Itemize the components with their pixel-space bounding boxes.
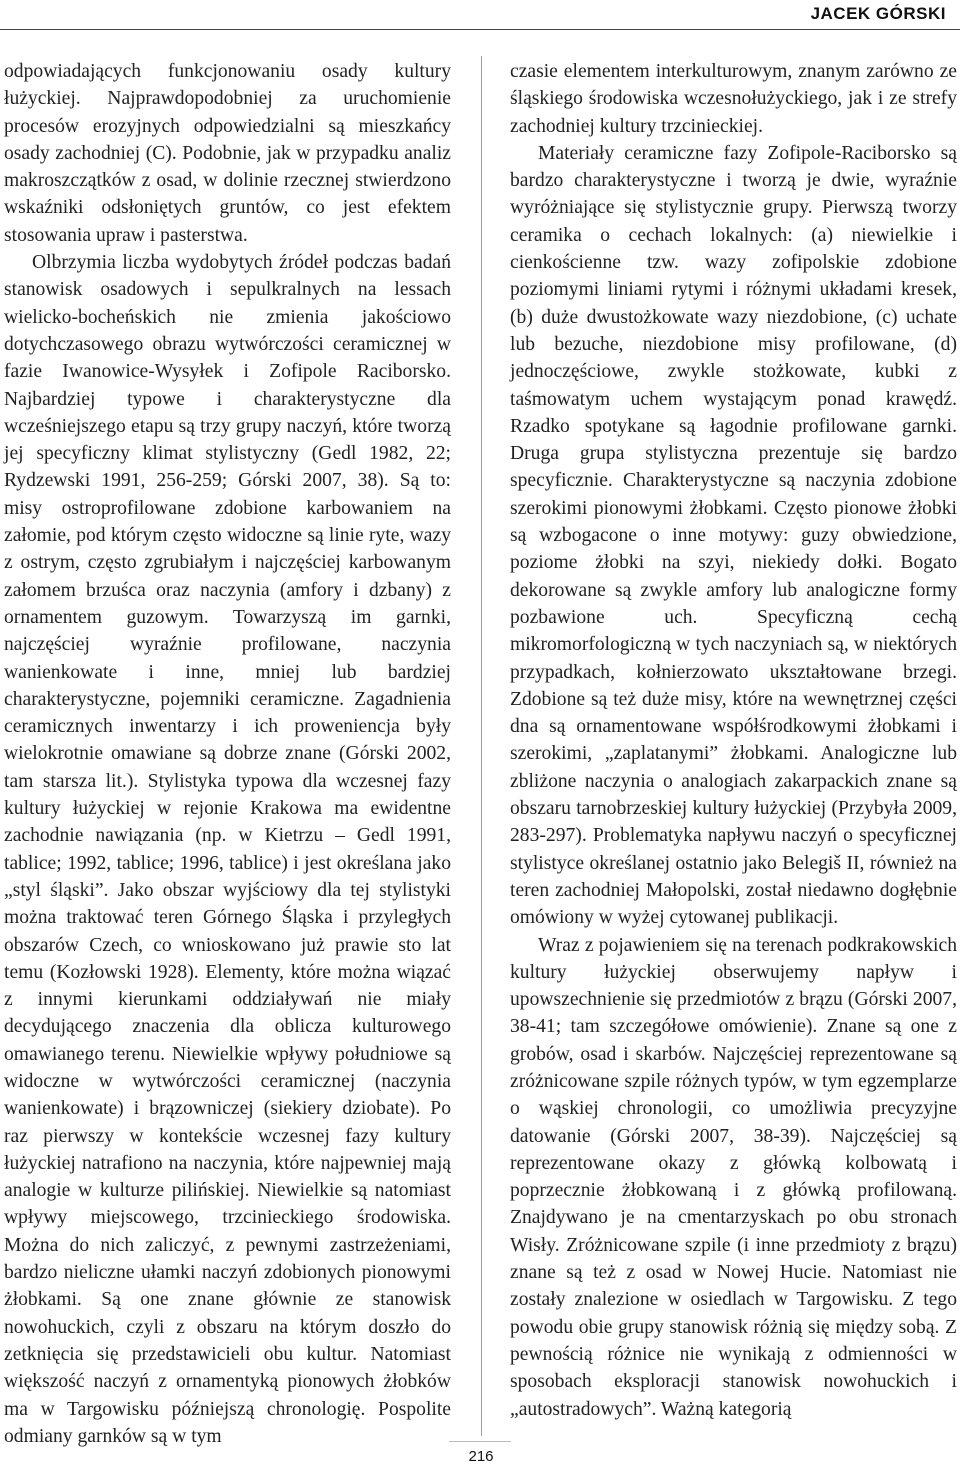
page-number: 216 [468,1448,494,1465]
running-header [0,0,960,30]
left-paragraph-1: odpowiadających funkcjonowaniu osady kultury łużyckiej. Najprawdopodobniej za uruchomienie procesów erozyjnych odpowiedzialni są mieszkańcy osady zachodniej (C). Podobnie, jak w przypadku analiz makroszczątków z osad, w dolinie rzecznej stwierdzono wskaźniki odsłoniętych gruntów, co jest efektem stosowania upraw i pasterstwa. [4,61,451,246]
right-text-column [510,58,957,1423]
footer-rule [449,1441,511,1442]
header-author: JACEK GÓRSKI [810,4,946,23]
right-paragraph-3: Wraz z pojawieniem się na terenach podkrakowskich kultury łużyckiej obserwujemy napływ i upowszechnienie się przedmiotów z brązu (Górski 2007, 38-41; tam szczegółowe omówienie). Znane są one z grobów, osad i skarbów. Najczęściej reprezentowane są zróżnicowane szpile różnych typów, w tym egzemplarze o wąskiej chronologii, co umożliwia precyzyjne datowanie (Górski 2007, 38-39). Najczęściej są reprezentowane okazy z główką kolbowatą i poprzecznie żłobkowaną i z główką profilowaną. Znajdywano je na cmentarzyskach po obu stronach Wisły. Zróżnicowane szpile (i inne przedmioty z brązu) znane są też z osad w Nowej Hucie. Natomiast nie zostały znalezione w osiedlach w Targowisku. Z tego powodu obie grupy stanowisk różnią się między sobą. Z pewnością różnice nie wynikają z odmienności w sposobach eksploracji stanowisk nowohuckich i „autostradowych”. Ważną kategorią [510,934,957,1420]
right-paragraph-1: czasie elementem interkulturowym, znanym zarówno ze śląskiego środowiska wczesnołużyckiego, jak i ze strefy zachodniej kultury trzcinieckiej. [510,61,957,137]
right-paragraph-2: Materiały ceramiczne fazy Zofipole-Raciborsko są bardzo charakterystyczne i tworzą je dwie, wyraźnie wyróżniające się stylistycznie grupy. Pierwszą tworzy ceramika o cechach lokalnych: (a) niewielkie i cienkościenne tzw. wazy zofipolskie zdobione poziomymi liniami rytymi i różnymi układami kresek, (b) duże dwustożkowate wazy niezdobione, (c) uchate lub bezuche, niezdobione misy profilowane, (d) jednoczęściowe, zwykle stożkowate, kubki z taśmowatym uchem wystającym ponad krawędź. Rzadko spotykane są łagodnie profilowane garnki. Druga grupa stylistyczna prezentuje się bardzo specyficznie. Charakterystyczne są naczynia zdobione szerokimi pionowymi żłobkami. Często pionowe żłobki są wzbogacone o inne motywy: guzy obwiedzione, poziome żłobki na szyi, niekiedy dołki. Bogato dekorowane są zwykle amfory lub analogiczne formy pozbawione uch. Specyficzną cechą mikromorfologiczną w tych naczyniach są, w niektórych przypadkach, kołnierzowato ukształtowane brzegi. Zdobione są też duże misy, które na wewnętrznej części dna są ornamentowane współśrodkowymi żłobkami i szerokimi, „zaplatanymi” żłobkami. Analogiczne lub zbliżone naczynia o analogiach zakarpackich znane są obszaru tarnobrzeskiej kultury łużyckiej (Przybyła 2009, 283-297). Problematyka napływu naczyń o specyficznej stylistyce określanej ostatnio jako Belegiš II, również na teren zachodniej Małopolski, został niedawno dogłębnie omówiony w wyżej cytowanej publikacji. [510,142,957,929]
left-text-column [4,58,451,1450]
column-divider [481,56,482,1436]
left-paragraph-2: Olbrzymia liczba wydobytych źródeł podczas badań stanowisk osadowych i sepulkralnych na lessach wielicko-bocheńskich nie zmienia jakościowo dotychczasowego obrazu wytwórczości ceramicznej w fazie Iwanowice-Wysyłek i Zofipole Raciborsko. Najbardziej typowe i charakterystyczne dla wcześniejszego etapu są trzy grupy naczyń, które tworzą jej specyficzny klimat stylistyczny (Gedl 1982, 22; Rydzewski 1991, 256-259; Górski 2007, 38). Są to: misy ostroprofilowane zdobione karbowaniem na załomie, pod którym często widoczne są linie ryte, wazy z ostrym, często zgrubiałym i najczęściej karbowanym załomem brzuśca oraz naczynia (amfory i dzbany) z ornamentem guzowym. Towarzyszą im garnki, najczęściej wyraźnie profilowane, naczynia wanienkowate i inne, mniej lub bardziej charakterystyczne, pojemniki ceramiczne. Zagadnienia ceramicznych inwentarzy i ich proweniencja były wielokrotnie omawiane są dobrze znane (Górski 2002, tam starsza lit.). Stylistyka typowa dla wczesnej fazy kultury łużyckiej w rejonie Krakowa ma ewidentne zachodnie nawiązania (np. w Kietrzu – Gedl 1991, tablice; 1992, tablice; 1996, tablice) i jest określana jako „styl śląski”. Jako obszar wyjściowy dla tej stylistyki można traktować teren Górnego Śląska i przyległych obszarów Czech, co wnioskowano już prawie sto lat temu (Kozłowski 1928). Elementy, które można wiązać z innymi kierunkami oddziaływań nie miały decydującego znaczenia dla oblicza kulturowego omawianego terenu. Niewielkie wpływy południowe są widoczne w wytwórczości ceramicznej (naczynia wanienkowate) i brązowniczej (siekiery dziobate). Po raz pierwszy w kontekście wczesnej fazy kultury łużyckiej natrafiono na naczynia, które najpewniej mają analogie w kulturze pilińskiej. Niewielkie są natomiast wpływy miejscowego, trzcinieckiego środowiska. Można do nich zaliczyć, z pewnymi zastrzeżeniami, bardzo nieliczne ułamki naczyń zdobionych pionowymi żłobkami. Są one znane głównie ze stanowisk nowohuckich, czyli z obszaru na którym doszło do zetknięcia się przedstawicieli obu kultur. Natomiast większość naczyń z ornamentyką pionowych żłobków ma w Targowisku późniejszą chronologię. Pospolite odmiany garnków są w tym [4,252,451,1447]
